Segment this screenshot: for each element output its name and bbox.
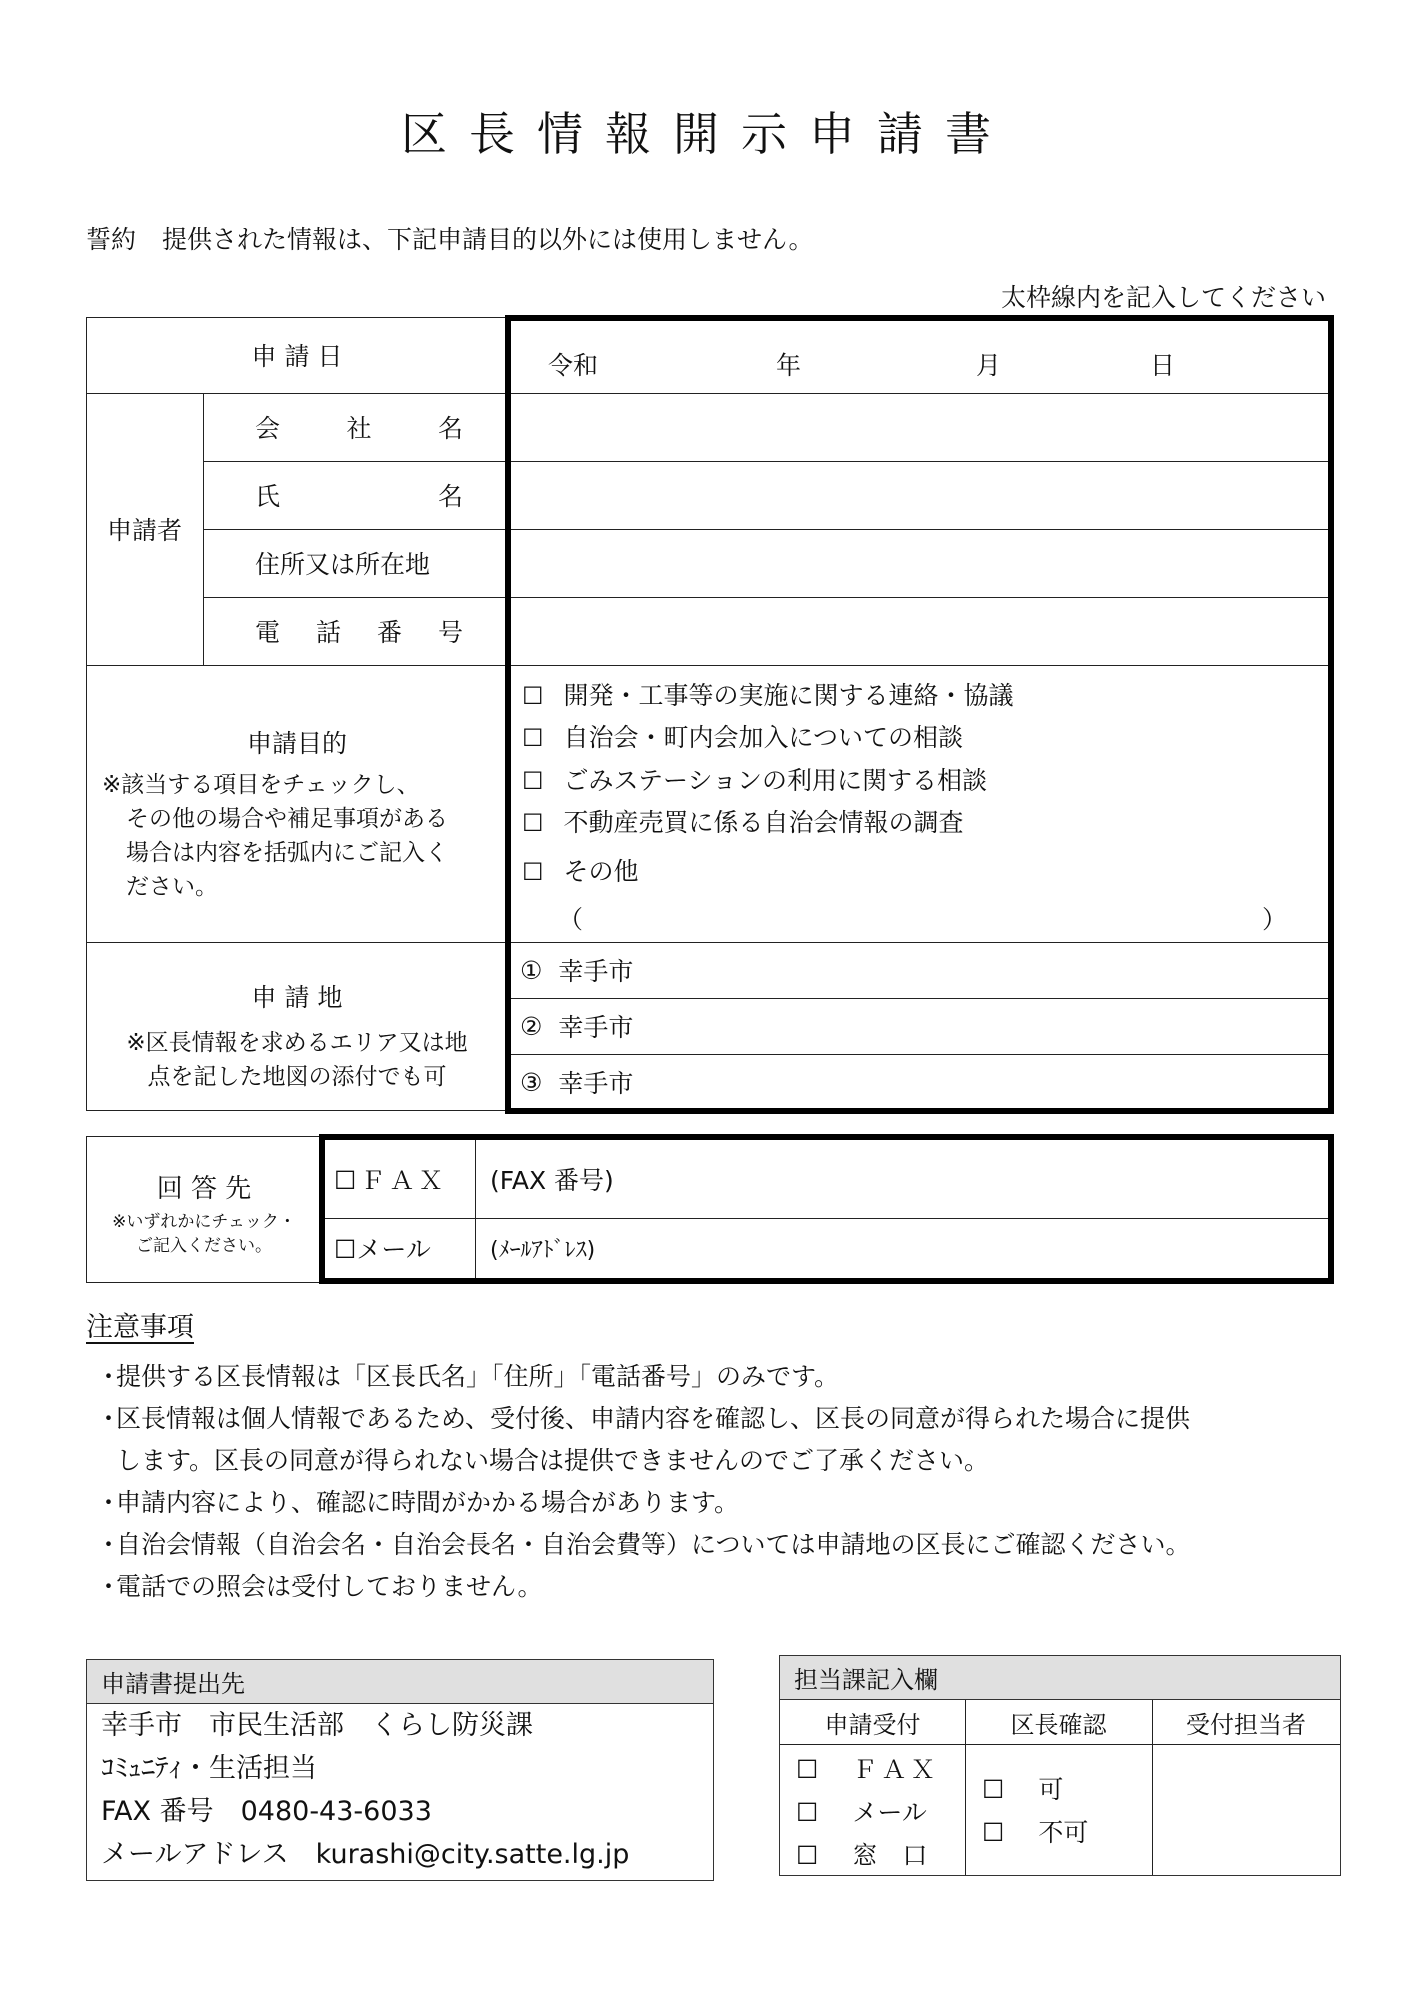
office-col-reception: 申請受付 [824, 1710, 921, 1739]
instruction-text: 太枠線内を記入してください [1000, 283, 1326, 312]
office-use-heading: 担当課記入欄 [780, 1656, 1340, 1700]
purpose-option-membership[interactable]: ☐ 自治会・町内会加入についての相談 [522, 723, 964, 752]
phone-label: 電 話 番 号 [255, 618, 463, 647]
office-col-confirm: 区長確認 [1010, 1710, 1107, 1739]
caution-item: ・電話での照会は受付しておりません。 [96, 1572, 543, 1601]
address-label: 住所又は所在地 [255, 550, 431, 579]
other-detail-field[interactable] [590, 900, 1260, 934]
cautions-list [96, 1356, 1191, 1608]
purpose-option-real-estate[interactable]: ☐ 不動産売買に係る自治会情報の調査 [522, 808, 964, 837]
reception-options [796, 1748, 939, 1877]
date-era: 令和 [548, 351, 599, 380]
staff-field[interactable] [1154, 1746, 1338, 1874]
date-month: 月 [976, 351, 1002, 380]
reply-fax-field[interactable]: (FAX 番号) [490, 1166, 614, 1195]
reply-mail-field[interactable]: (ﾒｰﾙｱﾄﾞﾚｽ) [490, 1237, 596, 1263]
name-label: 氏 名 [255, 482, 463, 511]
reply-label: 回 答 先 [156, 1174, 252, 1204]
checkbox-icon[interactable]: ☐ [522, 858, 544, 886]
name-field[interactable] [511, 463, 1326, 527]
reply-fax-option[interactable]: ☐ＦＡＸ [334, 1166, 448, 1195]
reception-option-mail[interactable]: ☐ メール [796, 1798, 927, 1827]
reply-note: ※いずれかにチェック・ ご記入ください。 [112, 1212, 296, 1256]
location-label: 申 請 地 [251, 983, 343, 1012]
location-row-3[interactable]: ③ 幸手市 [520, 1067, 634, 1098]
location-row-1[interactable]: ① 幸手市 [520, 955, 634, 986]
date-label: 申 請 日 [251, 342, 343, 371]
company-label: 会 社 名 [255, 414, 463, 443]
location-row-2[interactable]: ② 幸手市 [520, 1011, 634, 1042]
address-field[interactable] [511, 531, 1326, 595]
checkbox-icon[interactable]: ☐ [522, 809, 544, 837]
other-open-paren: （ [558, 905, 584, 934]
checkbox-icon[interactable]: ☐ [522, 767, 544, 795]
submission-heading: 申請書提出先 [87, 1660, 713, 1704]
purpose-option-development[interactable]: ☐ 開発・工事等の実施に関する連絡・協議 [522, 681, 1014, 710]
caution-item: ・申請内容により、確認に時間がかかる場合があります。 [96, 1488, 740, 1517]
pledge-line [86, 220, 814, 256]
pledge-text: 提供された情報は、下記申請目的以外には使用しません。 [162, 225, 814, 254]
caution-item: ・自治会情報（自治会名・自治会長名・自治会費等）については申請地の区長にご確認ください。 [96, 1530, 1191, 1559]
caution-item: ・区長情報は個人情報であるため、受付後、申請内容を確認し、区長の同意が得られた場合に提供 [96, 1404, 1191, 1433]
date-year: 年 [776, 351, 802, 380]
checkbox-icon[interactable]: ☐ [522, 682, 544, 710]
submission-lines: 幸手市 市民生活部 くらし防災課 ｺﾐｭﾆﾃｨ・生活担当 FAX 番号 0480-43-6033 メールアドレス kurashi@city.satte.lg.jp [101, 1710, 630, 1870]
phone-field[interactable] [511, 599, 1326, 663]
purpose-note: ※該当する項目をチェックし、 その他の場合や補足事項がある 場合は内容を括弧内にご記入く ださい。 [102, 772, 448, 900]
reply-mail-option[interactable]: ☐メール [334, 1235, 431, 1264]
confirm-options [982, 1768, 1088, 1854]
company-field[interactable] [511, 395, 1326, 459]
confirm-option-no[interactable]: ☐ 不可 [982, 1818, 1089, 1847]
purpose-label: 申請目的 [246, 729, 347, 758]
other-close-paren: ） [1262, 905, 1288, 934]
caution-item-continued: します。区長の同意が得られない場合は提供できませんのでご了承ください。 [116, 1446, 990, 1475]
page-title: 区長情報開示申請書 [401, 107, 1013, 161]
purpose-option-other[interactable]: ☐ その他 [522, 857, 639, 886]
checkbox-icon[interactable]: ☐ [522, 724, 544, 752]
date-day: 日 [1150, 351, 1176, 380]
reception-option-counter[interactable]: ☐ 窓 口 [796, 1841, 928, 1870]
pledge-label: 誓約 [86, 225, 137, 254]
purpose-option-garbage-station[interactable]: ☐ ごみステーションの利用に関する相談 [522, 766, 988, 795]
submission-box [86, 1659, 714, 1881]
confirm-option-yes[interactable]: ☐ 可 [982, 1775, 1064, 1804]
caution-item: ・提供する区長情報は「区長氏名」「住所」「電話番号」のみです。 [96, 1362, 840, 1391]
reception-option-fax[interactable]: ☐ ＦＡＸ [796, 1755, 940, 1784]
office-col-staff: 受付担当者 [1186, 1710, 1306, 1739]
location-note: ※区長情報を求めるエリア又は地 点を記した地図の添付でも可 [126, 1030, 468, 1090]
applicant-label: 申請者 [106, 516, 182, 545]
cautions-heading: 注意事項 [86, 1312, 194, 1343]
